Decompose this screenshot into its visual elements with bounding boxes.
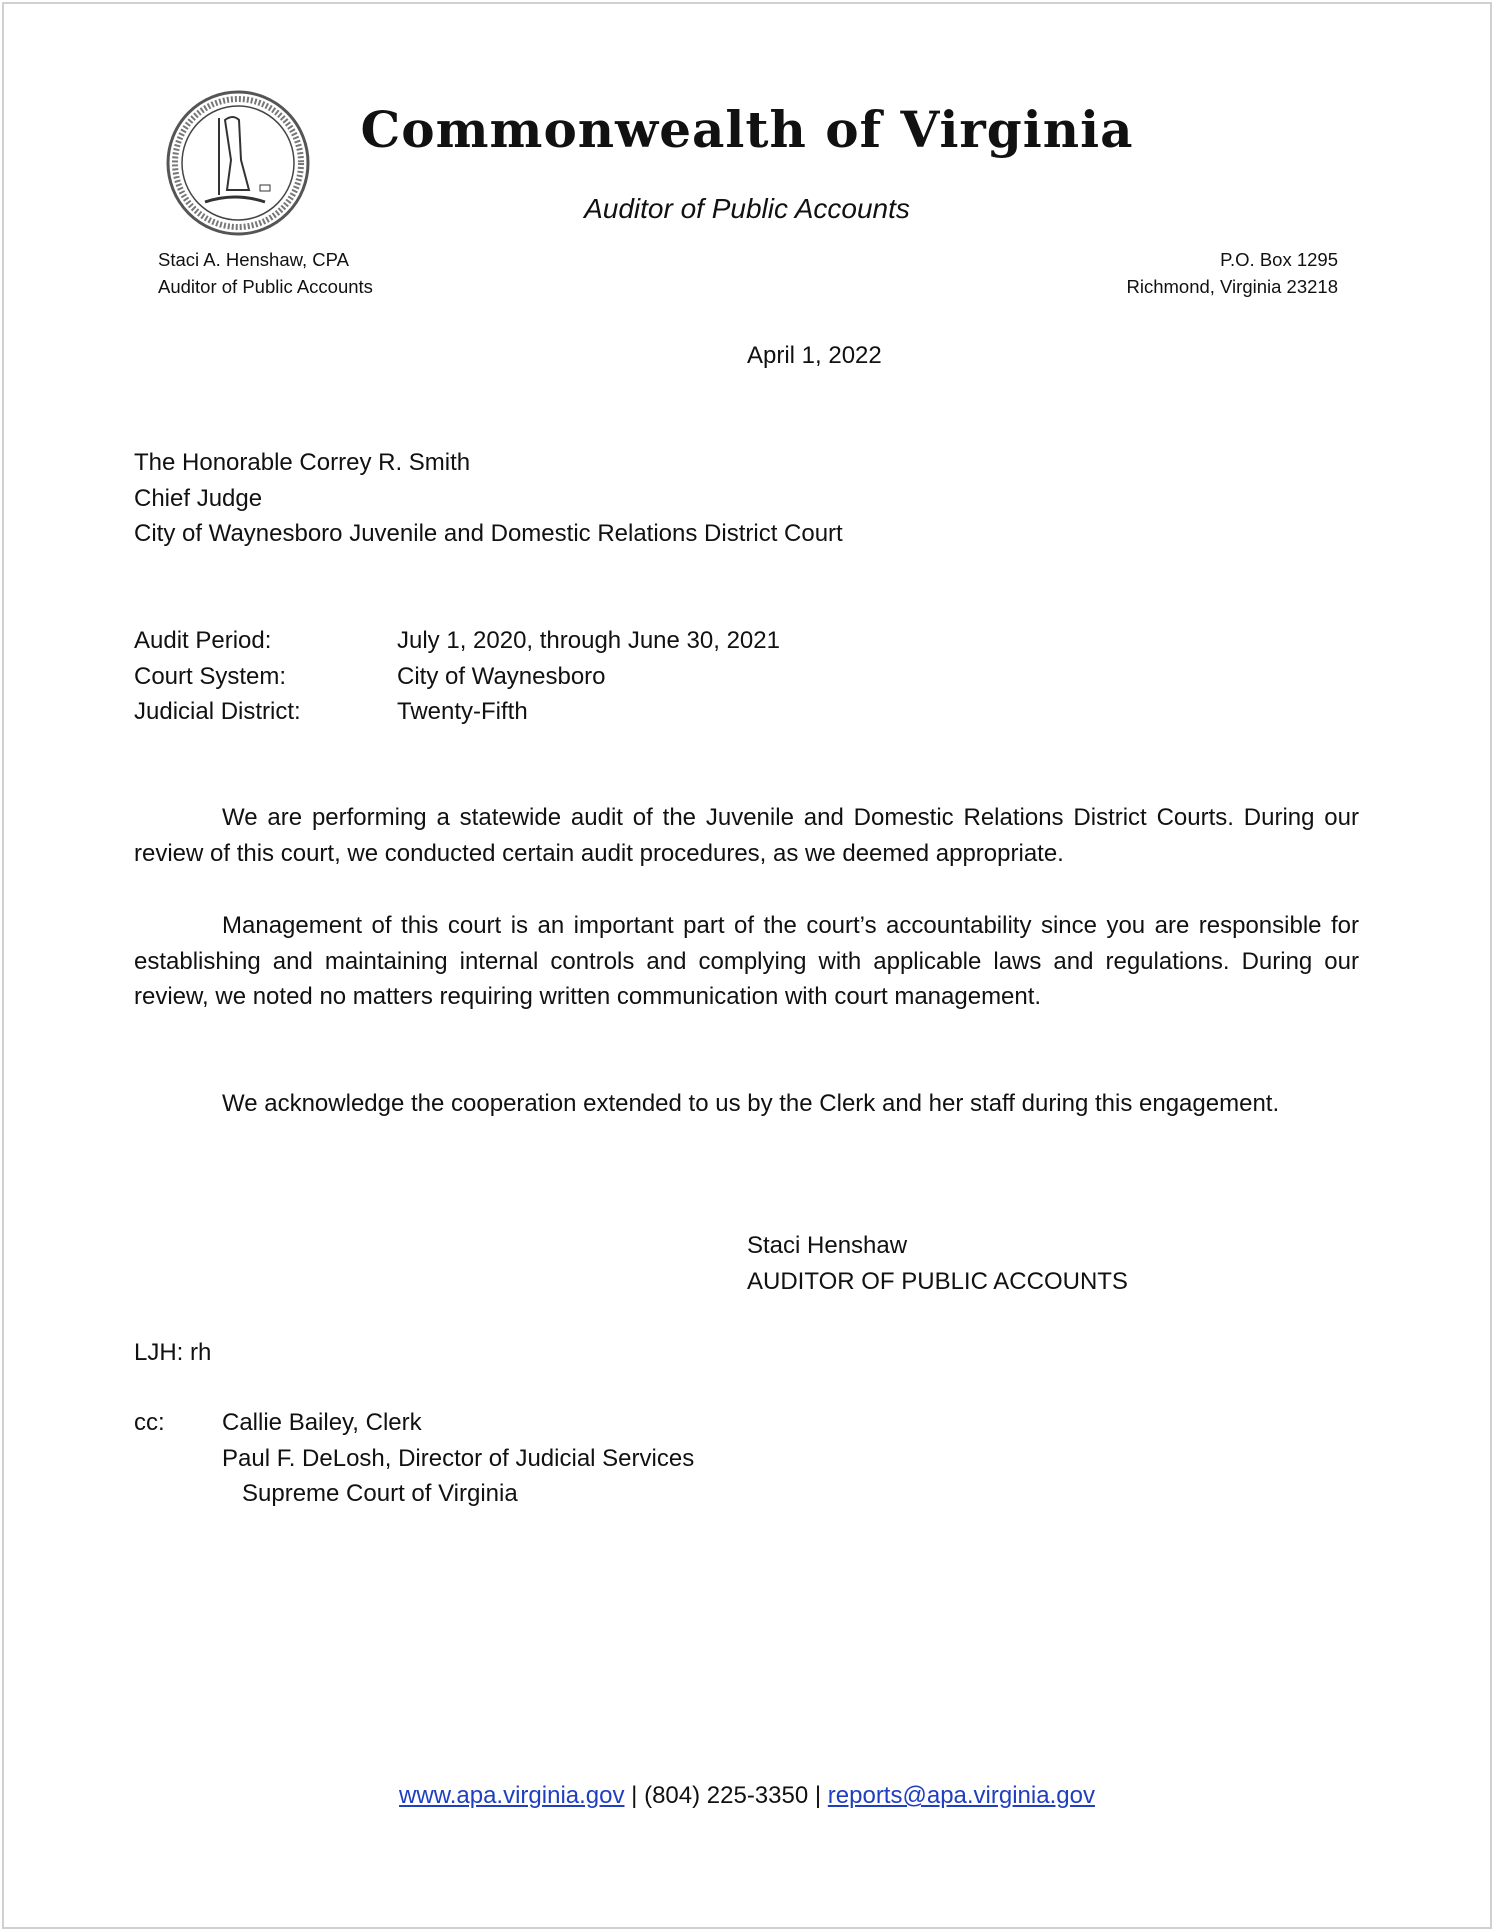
addressee-block [134, 445, 843, 552]
address-city: Richmond, Virginia 23218 [1126, 276, 1338, 297]
footer-separator: | [814, 1782, 822, 1809]
detail-row [134, 659, 780, 695]
letter-date: April 1, 2022 [747, 342, 882, 369]
body-paragraph [134, 908, 1359, 1015]
website-link[interactable]: www.apa.virginia.gov [399, 1782, 625, 1809]
detail-value: Twenty-Fifth [397, 698, 528, 726]
detail-row [134, 694, 780, 730]
audit-details [134, 623, 780, 730]
sender-title: Auditor of Public Accounts [158, 276, 373, 297]
sender-name: Staci A. Henshaw, CPA [158, 249, 349, 270]
paragraph-text: Management of this court is an important part of the court’s accountability since you are responsible for establishing and maintaining internal controls and complying with applicable laws and regulations. During our review, we noted no matters requiring written communication with court management. [134, 912, 1359, 1011]
signer-title: AUDITOR OF PUBLIC ACCOUNTS [747, 1267, 1128, 1295]
sender-block [158, 246, 373, 300]
addressee-title: Chief Judge [134, 484, 263, 512]
paragraph-text: We are performing a statewide audit of the Juvenile and Domestic Relations District Courts. During our review of this court, we conducted certain audit procedures, as we deemed appropriate. [134, 804, 1359, 867]
detail-label: Audit Period: [134, 627, 272, 654]
detail-value: July 1, 2020, through June 30, 2021 [397, 627, 780, 654]
cc-label: cc: [134, 1409, 165, 1436]
cc-list [222, 1405, 694, 1512]
footer-phone: (804) 225-3350 [644, 1782, 809, 1809]
cc-item: Callie Bailey, Clerk [222, 1409, 422, 1436]
cc-item: Paul F. DeLosh, Director of Judicial Services [222, 1444, 695, 1472]
detail-label: Court System: [134, 662, 287, 690]
detail-label: Judicial District: [134, 698, 301, 726]
addressee-name: The Honorable Correy R. Smith [134, 449, 471, 476]
detail-row [134, 623, 780, 659]
address-po-box: P.O. Box 1295 [1220, 249, 1338, 270]
footer-separator: | [631, 1782, 638, 1809]
initials: LJH: rh [134, 1339, 212, 1366]
letterhead-title: Commonwealth of Virginia [360, 100, 1134, 159]
sender-address [1126, 246, 1338, 300]
footer [0, 1778, 1494, 1814]
email-link[interactable]: reports@apa.virginia.gov [827, 1782, 1095, 1809]
signer-name: Staci Henshaw [747, 1232, 908, 1259]
addressee-court: City of Waynesboro Juvenile and Domestic Relations District Court [134, 520, 843, 548]
cc-item: Supreme Court of Virginia [242, 1480, 518, 1508]
body-paragraph [134, 800, 1359, 871]
letterhead-subtitle: Auditor of Public Accounts [584, 193, 910, 224]
body-paragraph [134, 1086, 1359, 1122]
signature-block [747, 1228, 1128, 1299]
paragraph-text: We acknowledge the cooperation extended to us by the Clerk and her staff during this engagement. [222, 1090, 1280, 1117]
detail-value: City of Waynesboro [397, 662, 606, 690]
